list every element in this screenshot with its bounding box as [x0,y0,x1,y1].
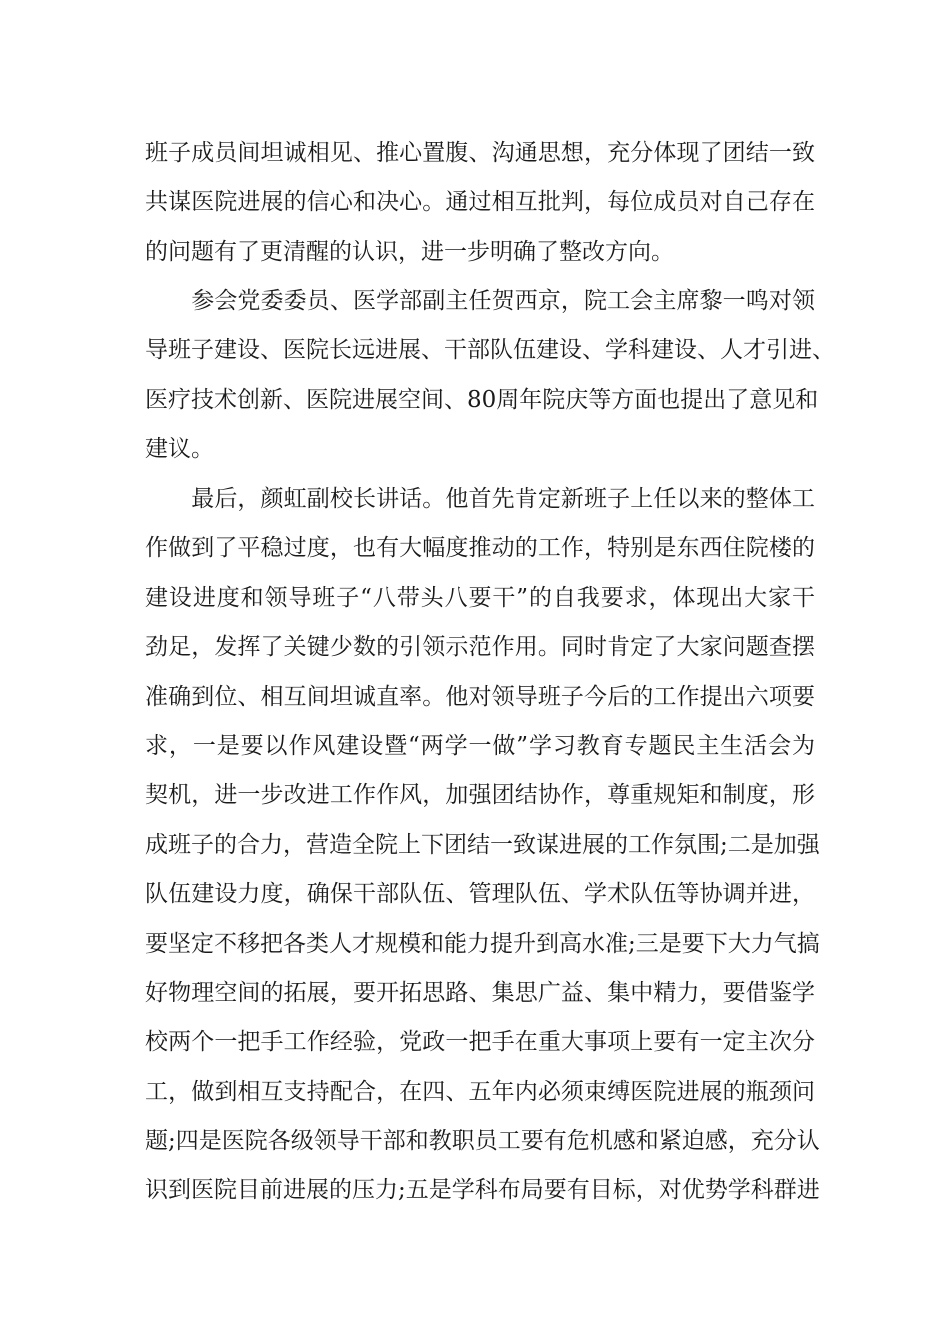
text-line: 导班子建设、医院长远进展、干部队伍建设、学科建设、人才引进、 [145,337,835,364]
text-line: 契机，进一步改进工作作风，加强团结协作，尊重规矩和制度，形 [145,782,815,809]
text-line: 成班子的合力，营造全院上下团结一致谋进展的工作氛围;二是加强 [145,831,820,858]
text-line: 建设进度和领导班子“八带头八要干”的自我要求，体现出大家干 [145,584,815,611]
text-line: 医疗技术创新、医院进展空间、80周年院庆等方面也提出了意见和 [145,386,819,413]
text-line: 作做到了平稳过度，也有大幅度推动的工作，特别是东西住院楼的 [145,535,815,562]
paragraph-1 [145,129,815,277]
text-line: 识到医院目前进展的压力;五是学科布局要有目标，对优势学科群进 [145,1177,820,1204]
text-line: 共谋医院进展的信心和决心。通过相互批判，每位成员对自己存在 [145,189,815,216]
paragraph-2 [145,277,835,475]
text-line: 参会党委委员、医学部副主任贺西京，院工会主席黎一鸣对领 [145,288,815,314]
text-line: 求，一是要以作风建设暨“两学一做”学习教育专题民主生活会为 [145,732,815,759]
text-line: 班子成员间坦诚相见、推心置腹、沟通思想，充分体现了团结一致 [145,140,815,166]
text-line: 校两个一把手工作经验，党政一把手在重大事项上要有一定主次分 [145,1029,815,1056]
text-line: 题;四是医院各级领导干部和教职员工要有危机感和紧迫感，充分认 [145,1128,820,1155]
text-line: 队伍建设力度，确保干部队伍、管理队伍、学术队伍等协调并进， [145,881,815,908]
text-line: 好物理空间的拓展，要开拓思路、集思广益、集中精力，要借鉴学 [145,979,815,1006]
text-line: 工，做到相互支持配合，在四、五年内必须束缚医院进展的瓶颈问 [145,1078,815,1105]
text-line: 要坚定不移把各类人才规模和能力提升到高水准;三是要下大力气搞 [145,930,820,957]
paragraph-3 [145,475,820,1216]
text-line: 的问题有了更清醒的认识，进一步明确了整改方向。 [145,238,674,265]
text-line: 劲足，发挥了关键少数的引领示范作用。同时肯定了大家问题查摆 [145,634,815,661]
text-line: 最后，颜虹副校长讲话。他首先肯定新班子上任以来的整体工 [145,486,815,512]
text-line: 建议。 [145,436,214,463]
text-line: 准确到位、相互间坦诚直率。他对领导班子今后的工作提出六项要 [145,683,815,710]
